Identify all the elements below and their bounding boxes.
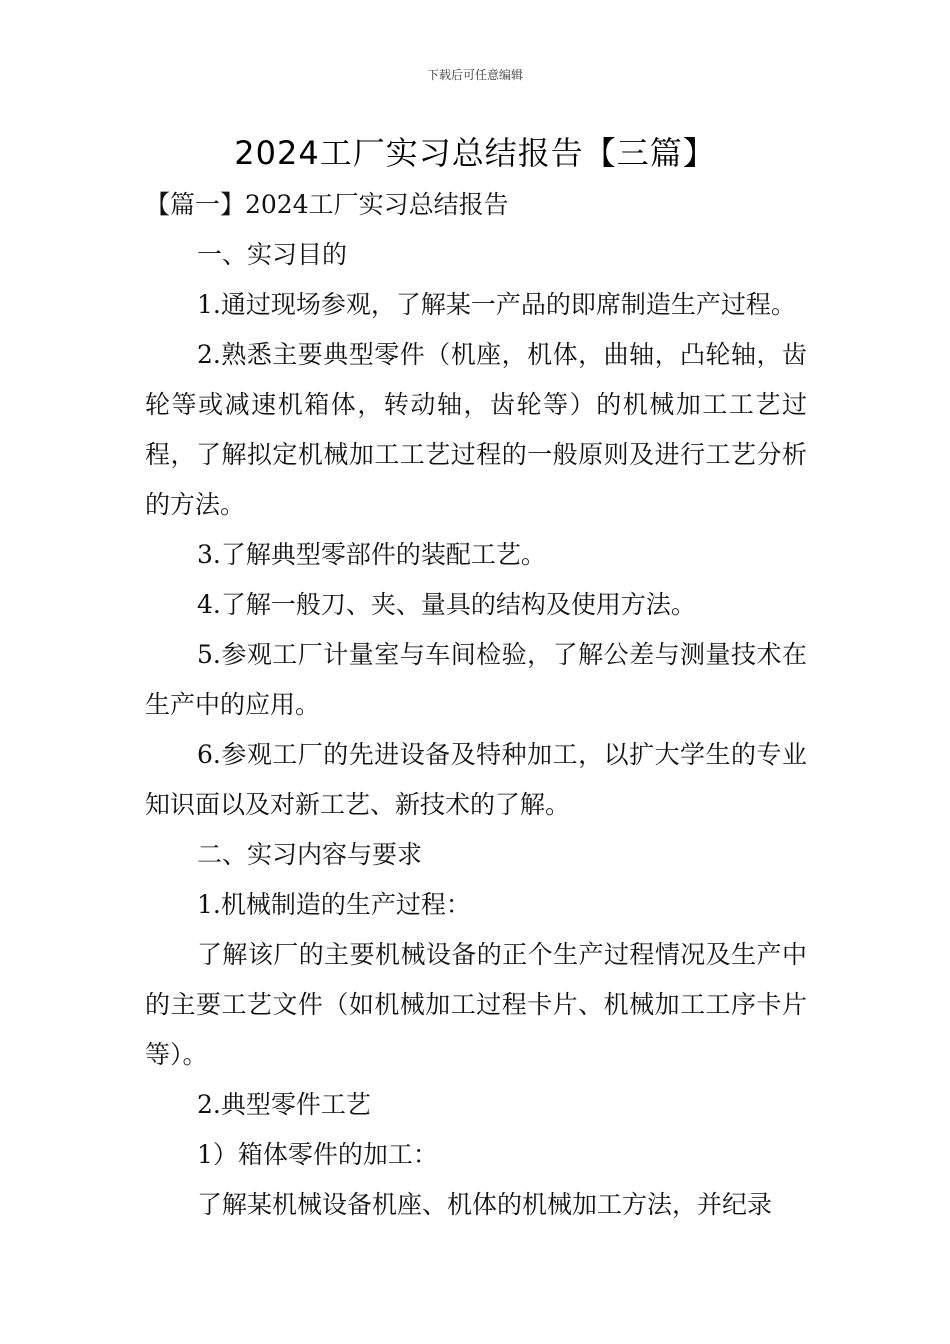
paragraph: 1）箱体零件的加工： — [197, 1140, 438, 1169]
paragraph: 了解该厂的主要机械设备的正个生产过程情况及生产中的主要工艺文件（如机械加工过程卡片、机械加工工序卡片等）。 — [145, 940, 807, 1069]
paragraph: 6.参观工厂的先进设备及特种加工，以扩大学生的专业知识面以及对新工艺、新技术的了解。 — [145, 740, 807, 819]
heading-content-requirements: 二、实习内容与要求 — [197, 840, 423, 869]
paragraph: 1.机械制造的生产过程： — [197, 890, 471, 919]
paragraph: 1.通过现场参观，了解某一产品的即席制造生产过程。 — [197, 290, 796, 319]
document-body — [145, 180, 807, 1230]
header-note: 下载后可任意编辑 — [426, 68, 523, 82]
paragraph: 4.了解一般刀、夹、量具的结构及使用方法。 — [197, 590, 696, 619]
paragraph: 了解某机械设备机座、机体的机械加工方法，并纪录 — [197, 1190, 773, 1219]
document-title: 2024工厂实习总结报告【三篇】 — [234, 134, 716, 172]
section-heading-part-one: 【篇一】2024工厂实习总结报告 — [145, 190, 509, 219]
paragraph: 3.了解典型零部件的装配工艺。 — [197, 540, 546, 569]
heading-internship-purpose: 一、实习目的 — [197, 240, 348, 269]
paragraph: 2.典型零件工艺 — [197, 1090, 371, 1119]
paragraph: 2.熟悉主要典型零件（机座，机体，曲轴，凸轮轴，齿轮等或减速机箱体，转动轴，齿轮等）的机械加工工艺过程，了解拟定机械加工工艺过程的一般原则及进行工艺分析的方法。 — [145, 340, 807, 519]
paragraph: 5.参观工厂计量室与车间检验，了解公差与测量技术在生产中的应用。 — [145, 640, 807, 719]
